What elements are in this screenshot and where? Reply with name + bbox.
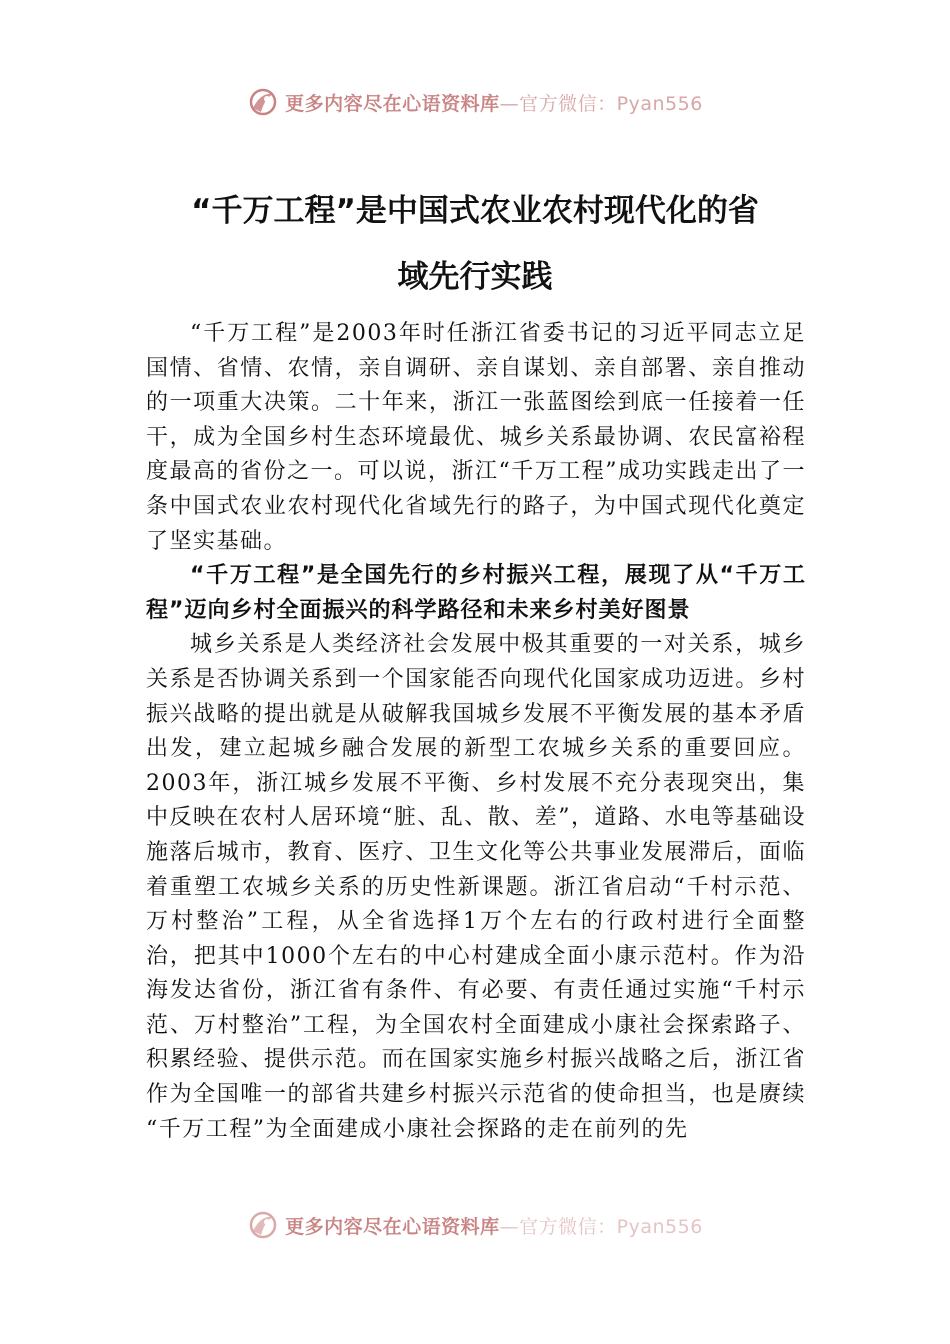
- document-content: [146, 317, 806, 1147]
- section-heading: “千万工程”是全国先行的乡村振兴工程，展现了从“千万工程”迈向乡村全面振兴的科学路径和未来乡村美好图景: [146, 563, 806, 623]
- watermark-text: [285, 1212, 703, 1239]
- title-line-1: “千万工程”是中国式农业农村现代化的省: [191, 193, 759, 229]
- watermark-dash: —: [499, 92, 520, 115]
- watermark-brand: 更多内容尽在心语资料库: [285, 1215, 500, 1238]
- watermark-wechat: 官方微信：Pyan556: [519, 1215, 703, 1238]
- document-title: [145, 178, 805, 310]
- watermark-dash: —: [499, 1215, 520, 1238]
- watermark-wechat: 官方微信：Pyan556: [519, 92, 703, 115]
- watermark-footer: [0, 1205, 950, 1245]
- watermark-brand: 更多内容尽在心语资料库: [285, 92, 500, 115]
- title-line-2: 域先行实践: [397, 259, 553, 295]
- paragraph-intro: “千万工程”是2003年时任浙江省委书记的习近平同志立足国情、省情、农情，亲自调研、亲自谋划、亲自部署、亲自推动的一项重大决策。二十年来，浙江一张蓝图绘到底一任接着一任干，成为全国乡村生态环境最优、城乡关系最协调、农民富裕程度最高的省份之一。可以说，浙江“千万工程”成功实践走出了一条中国式农业农村现代化省域先行的路子，为中国式现代化奠定了坚实基础。: [146, 321, 806, 554]
- logo-icon: [247, 1209, 279, 1241]
- paragraph-body: 城乡关系是人类经济社会发展中极其重要的一对关系，城乡关系是否协调关系到一个国家能否向现代化国家成功迈进。乡村振兴战略的提出就是从破解我国城乡发展不平衡发展的基本矛盾出发，建立起城乡融合发展的新型工农城乡关系的重要回应。2003年，浙江城乡发展不平衡、乡村发展不充分表现突出，集中反映在农村人居环境“脏、乱、散、差”，道路、水电等基础设施落后城市，教育、医疗、卫生文化等公共事业发展滞后，面临着重塑工农城乡关系的历史性新课题。浙江省启动“千村示范、万村整治”工程，从全省选择1万个左右的行政村进行全面整治，把其中1000个左右的中心村建成全面小康示范村。作为沿海发达省份，浙江省有条件、有必要、有责任通过实施“千村示范、万村整治”工程，为全国农村全面建成小康社会探索路子、积累经验、提供示范。而在国家实施乡村振兴战略之后，浙江省作为全国唯一的部省共建乡村振兴示范省的使命担当，也是赓续 “千万工程”为全面建成小康社会探路的走在前列的先: [146, 632, 806, 1142]
